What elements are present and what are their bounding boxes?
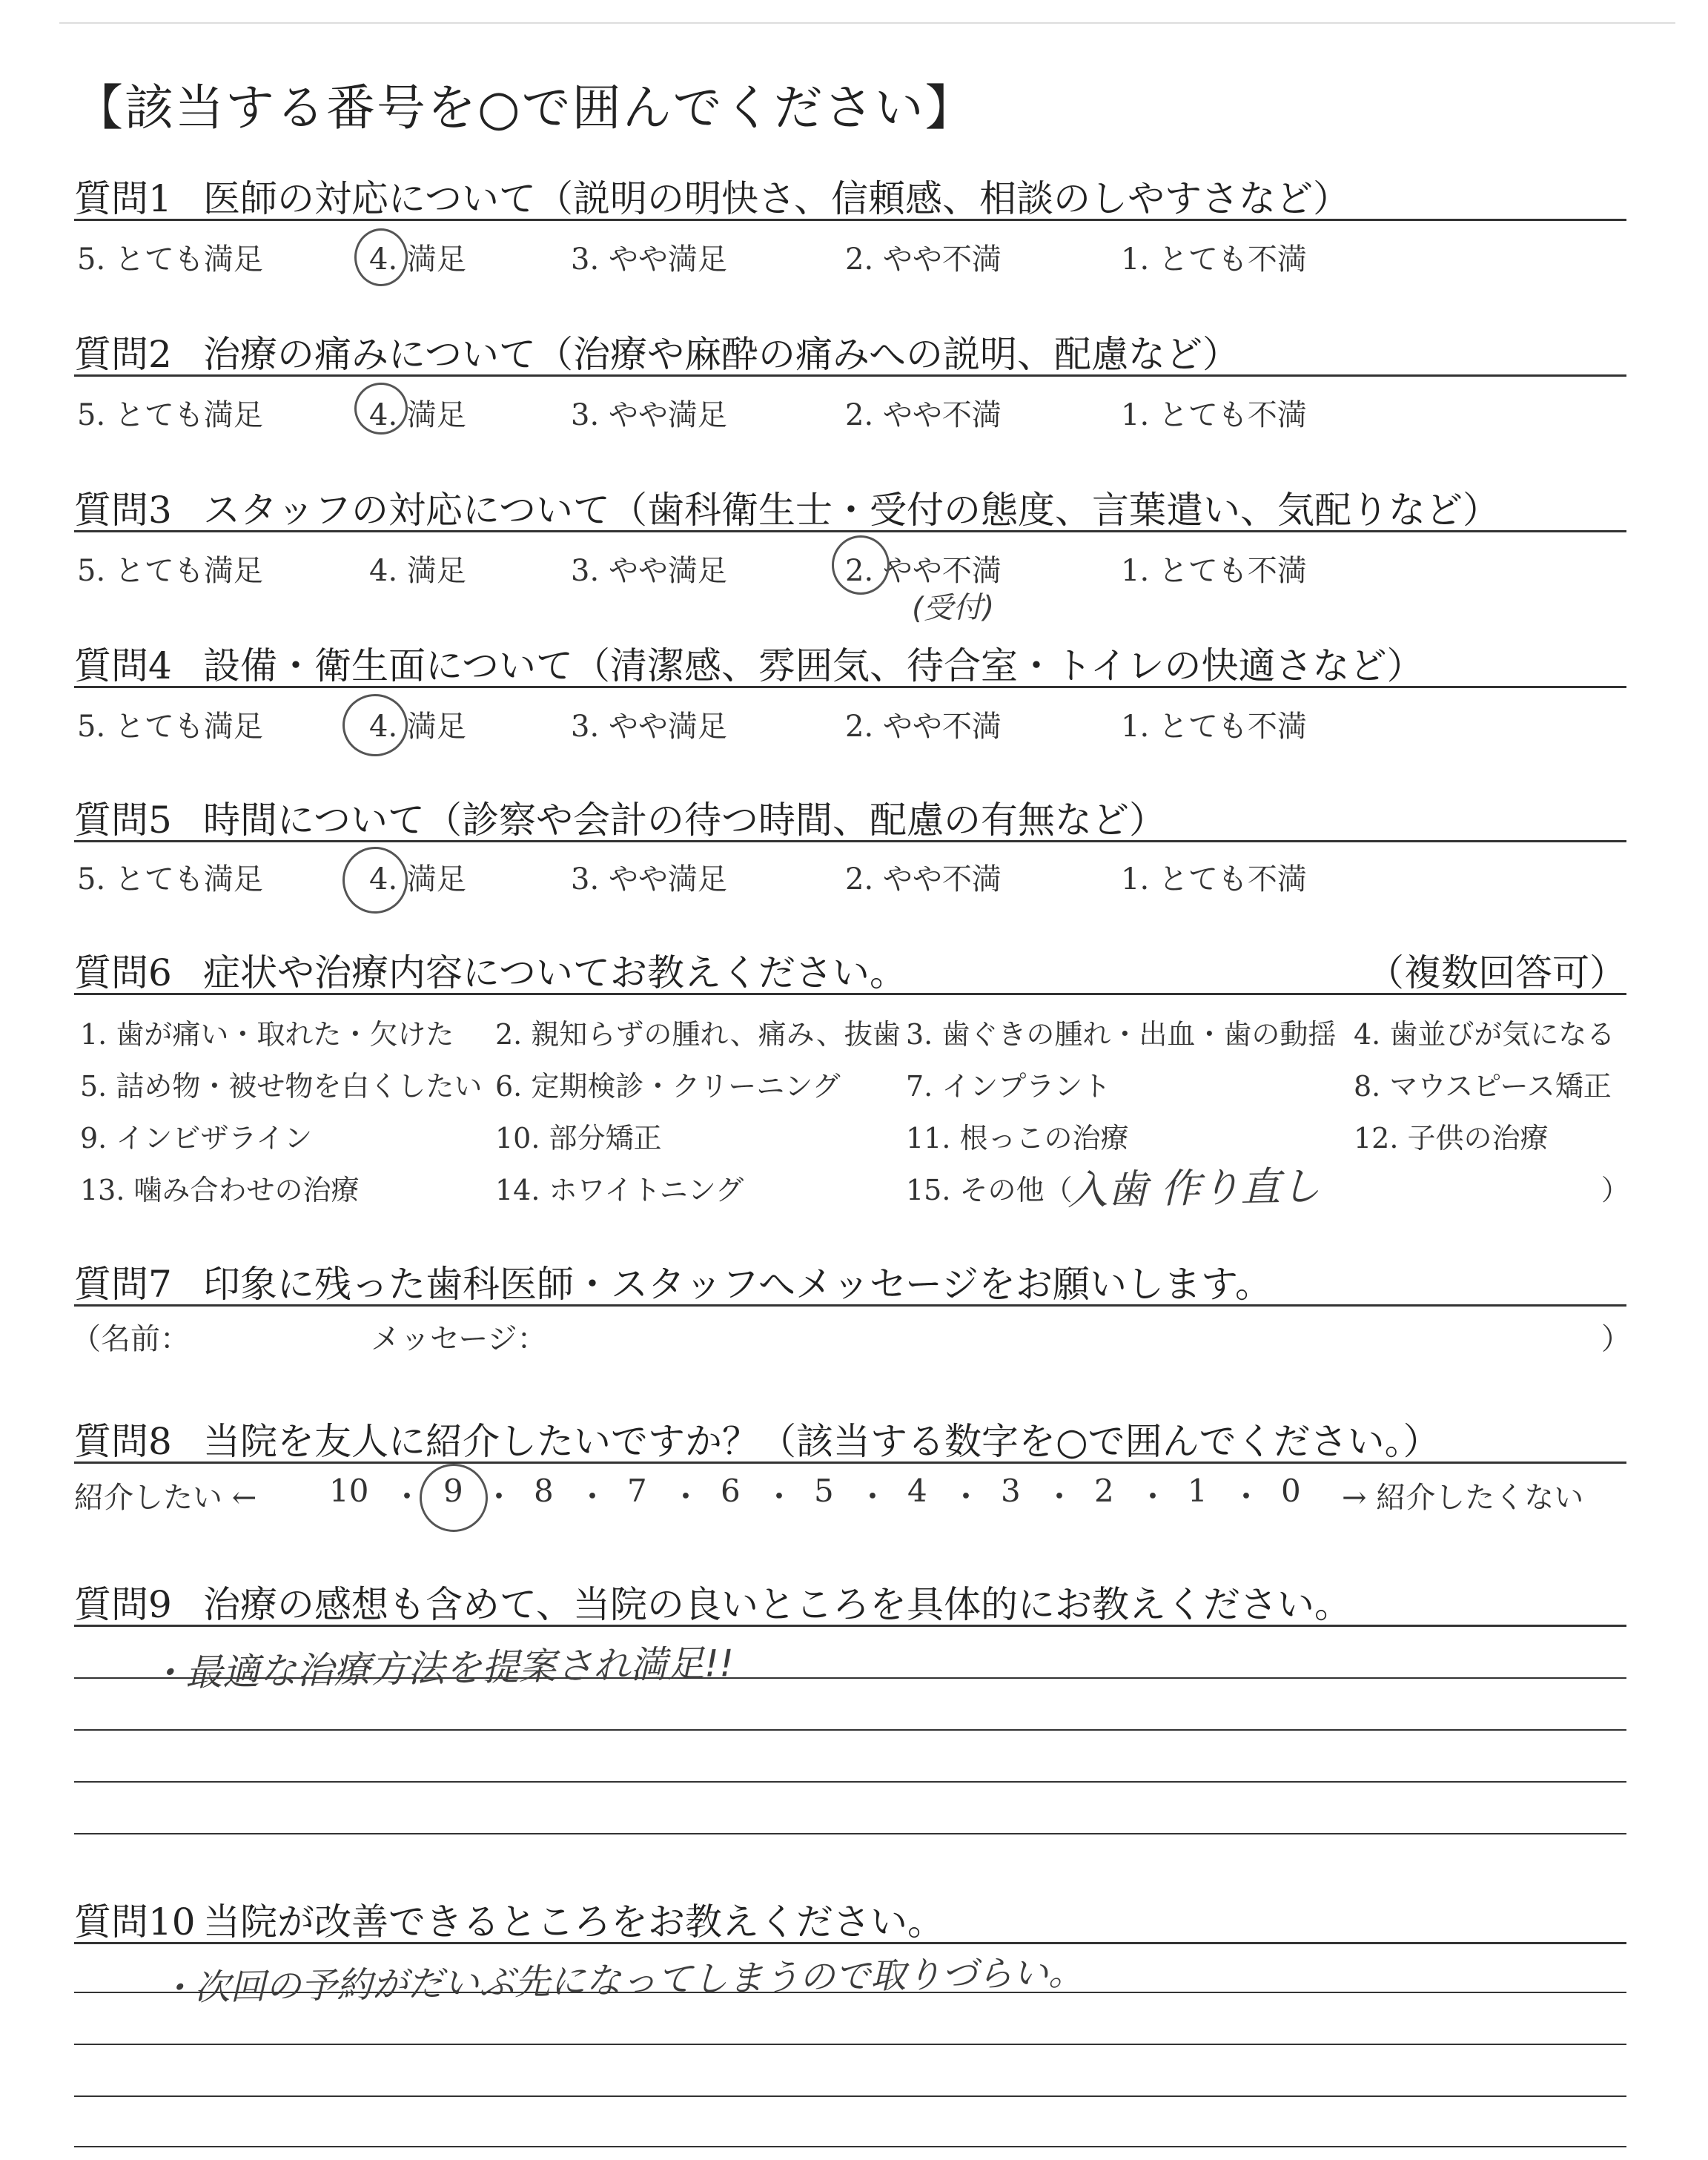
option-3[interactable]: 3. やや満足 <box>571 710 727 744</box>
question-7-title <box>74 1255 1272 1308</box>
option-1[interactable]: 1. とても不満 <box>1121 398 1307 432</box>
question-number: 質問4 <box>74 644 172 687</box>
symptom-item[interactable]: 6. 定期検診・クリーニング <box>495 1070 841 1103</box>
handwritten-answer[interactable]: ・次回の予約がだいぶ先になってしまうので取りづらい。 <box>158 1952 1085 2009</box>
option-2[interactable]: 2. やや不満 <box>845 242 1002 277</box>
question-text: 症状や治療内容についてお教えください。 <box>203 951 907 994</box>
question-text: 医師の対応について（説明の明快さ、信頼感、相談のしやすさなど） <box>203 177 1350 220</box>
symptom-item[interactable]: 4. 歯並びが気になる <box>1354 1018 1615 1051</box>
question-4-title <box>74 636 1424 690</box>
symptom-item-other[interactable]: 15. その他（ <box>906 1174 1073 1206</box>
option-1[interactable]: 1. とても不満 <box>1121 242 1307 277</box>
page-heading: 【該当する番号を○で囲んでください】 <box>74 79 976 136</box>
recommend-left-label: 紹介したい ← <box>74 1481 257 1515</box>
question-2-title <box>74 325 1239 378</box>
question-3-title <box>74 480 1500 534</box>
divider <box>74 840 1626 842</box>
divider <box>74 219 1626 221</box>
score-dot: ・ <box>1044 1479 1076 1515</box>
symptom-item[interactable]: 2. 親知らずの腫れ、痛み、抜歯 <box>495 1018 901 1051</box>
message-close-paren: ） <box>1601 1322 1631 1356</box>
score-8[interactable]: 8 <box>534 1473 554 1509</box>
divider <box>74 530 1626 532</box>
option-2[interactable]: 2. やや不満 <box>845 398 1002 432</box>
score-dot: ・ <box>857 1479 889 1515</box>
score-0[interactable]: 0 <box>1281 1473 1301 1509</box>
score-6[interactable]: 6 <box>721 1473 741 1509</box>
divider <box>74 1942 1626 1944</box>
option-4[interactable]: 4. 満足 <box>369 554 466 588</box>
divider <box>74 1304 1626 1307</box>
question-text: 当院が改善できるところをお教えください。 <box>203 1900 944 1943</box>
option-4[interactable]: 4. 満足 <box>369 242 466 277</box>
symptom-item[interactable]: 10. 部分矯正 <box>495 1122 662 1155</box>
score-dot: ・ <box>1231 1479 1262 1515</box>
question-number: 質問3 <box>74 489 172 532</box>
score-dot: ・ <box>670 1479 702 1515</box>
option-5[interactable]: 5. とても満足 <box>77 710 263 744</box>
recommend-right-label: → 紹介したくない <box>1342 1481 1584 1515</box>
question-6-title <box>74 943 1626 997</box>
option-2[interactable]: 2. やや不満 <box>845 710 1002 744</box>
question-number: 質問9 <box>74 1583 172 1626</box>
writing-line <box>74 2044 1626 2045</box>
question-10-title <box>74 1892 944 1946</box>
symptom-item[interactable]: 8. マウスピース矯正 <box>1354 1070 1612 1103</box>
question-text: 時間について（診察や会計の待つ時間、配慮の有無など） <box>203 799 1166 842</box>
score-4[interactable]: 4 <box>907 1473 927 1509</box>
other-close-paren: ） <box>1601 1174 1630 1206</box>
score-dot: ・ <box>391 1479 423 1515</box>
question-text: 当院を友人に紹介したいですか？（該当する数字を○で囲んでください。） <box>203 1420 1440 1463</box>
option-1[interactable]: 1. とても不満 <box>1121 710 1307 744</box>
name-label: （名前： <box>71 1322 190 1356</box>
option-5[interactable]: 5. とても満足 <box>77 242 263 277</box>
question-number: 質問1 <box>74 177 172 220</box>
question-number: 質問6 <box>74 951 172 994</box>
question-1-title <box>74 169 1350 222</box>
question-text: 設備・衛生面について（清潔感、雰囲気、待合室・トイレの快適さなど） <box>203 644 1424 687</box>
question-number: 質問5 <box>74 799 172 842</box>
message-label: メッセージ： <box>371 1322 547 1356</box>
symptom-item[interactable]: 7. インプラント <box>906 1070 1111 1103</box>
option-3[interactable]: 3. やや満足 <box>571 242 727 277</box>
handwritten-answer[interactable]: ・最適な治療方法を提案され満足!! <box>148 1642 735 1695</box>
option-1[interactable]: 1. とても不満 <box>1121 862 1307 896</box>
handwritten-note: (受付) <box>911 590 995 626</box>
option-3[interactable]: 3. やや満足 <box>571 398 727 432</box>
score-dot: ・ <box>483 1479 515 1515</box>
score-9[interactable]: 9 <box>443 1473 463 1509</box>
score-dot: ・ <box>577 1479 609 1515</box>
option-5[interactable]: 5. とても満足 <box>77 862 263 896</box>
scan-edge <box>59 22 1675 24</box>
symptom-item[interactable]: 12. 子供の治療 <box>1354 1122 1549 1155</box>
option-4[interactable]: 4. 満足 <box>369 710 466 744</box>
option-1[interactable]: 1. とても不満 <box>1121 554 1307 588</box>
handwritten-other[interactable]: 入歯 作り直し <box>1067 1163 1321 1214</box>
option-2[interactable]: 2. やや不満 <box>845 862 1002 896</box>
question-number: 質問2 <box>74 333 172 376</box>
score-3[interactable]: 3 <box>1001 1473 1021 1509</box>
question-number: 質問8 <box>74 1420 172 1463</box>
symptom-item[interactable]: 3. 歯ぐきの腫れ・出血・歯の動揺 <box>906 1018 1337 1051</box>
option-4[interactable]: 4. 満足 <box>369 398 466 432</box>
question-9-title <box>74 1575 1351 1628</box>
divider <box>74 1625 1626 1627</box>
option-5[interactable]: 5. とても満足 <box>77 398 263 432</box>
writing-line <box>74 2146 1626 2147</box>
symptom-item[interactable]: 13. 噛み合わせの治療 <box>80 1174 360 1206</box>
option-2[interactable]: 2. やや不満 <box>845 554 1002 588</box>
option-3[interactable]: 3. やや満足 <box>571 862 727 896</box>
question-5-title <box>74 790 1166 844</box>
score-7[interactable]: 7 <box>627 1473 647 1509</box>
symptom-item[interactable]: 5. 詰め物・被せ物を白くしたい <box>80 1070 483 1103</box>
divider <box>74 686 1626 688</box>
score-dot: ・ <box>764 1479 795 1515</box>
symptom-item[interactable]: 11. 根っこの治療 <box>906 1122 1129 1155</box>
divider <box>74 1462 1626 1464</box>
writing-line <box>74 2095 1626 2097</box>
symptom-item[interactable]: 14. ホワイトニング <box>495 1174 744 1206</box>
divider <box>74 374 1626 377</box>
question-text: 印象に残った歯科医師・スタッフへメッセージをお願いします。 <box>203 1263 1272 1306</box>
option-3[interactable]: 3. やや満足 <box>571 554 727 588</box>
score-dot: ・ <box>1137 1479 1169 1515</box>
question-text: 治療の痛みについて（治療や麻酔の痛みへの説明、配慮など） <box>203 333 1239 376</box>
question-number: 質問7 <box>74 1263 172 1306</box>
writing-line <box>74 1729 1626 1731</box>
option-4[interactable]: 4. 満足 <box>369 862 466 896</box>
symptom-item[interactable]: 1. 歯が痛い・取れた・欠けた <box>80 1018 454 1051</box>
divider <box>74 993 1626 995</box>
score-dot: ・ <box>950 1479 982 1515</box>
question-8-title <box>74 1412 1440 1465</box>
question-text: 治療の感想も含めて、当院の良いところを具体的にお教えください。 <box>203 1583 1351 1626</box>
writing-line <box>74 1833 1626 1834</box>
question-number: 質問10 <box>74 1900 196 1943</box>
score-2[interactable]: 2 <box>1094 1473 1114 1509</box>
multiple-answers-note: （複数回答可） <box>1367 951 1626 994</box>
score-5[interactable]: 5 <box>814 1473 834 1509</box>
symptom-item[interactable]: 9. インビザライン <box>80 1122 313 1155</box>
question-text: スタッフの対応について（歯科衛生士・受付の態度、言葉遣い、気配りなど） <box>203 489 1500 532</box>
score-10[interactable]: 10 <box>329 1473 369 1509</box>
score-1[interactable]: 1 <box>1188 1473 1208 1509</box>
writing-line <box>74 1781 1626 1783</box>
option-5[interactable]: 5. とても満足 <box>77 554 263 588</box>
